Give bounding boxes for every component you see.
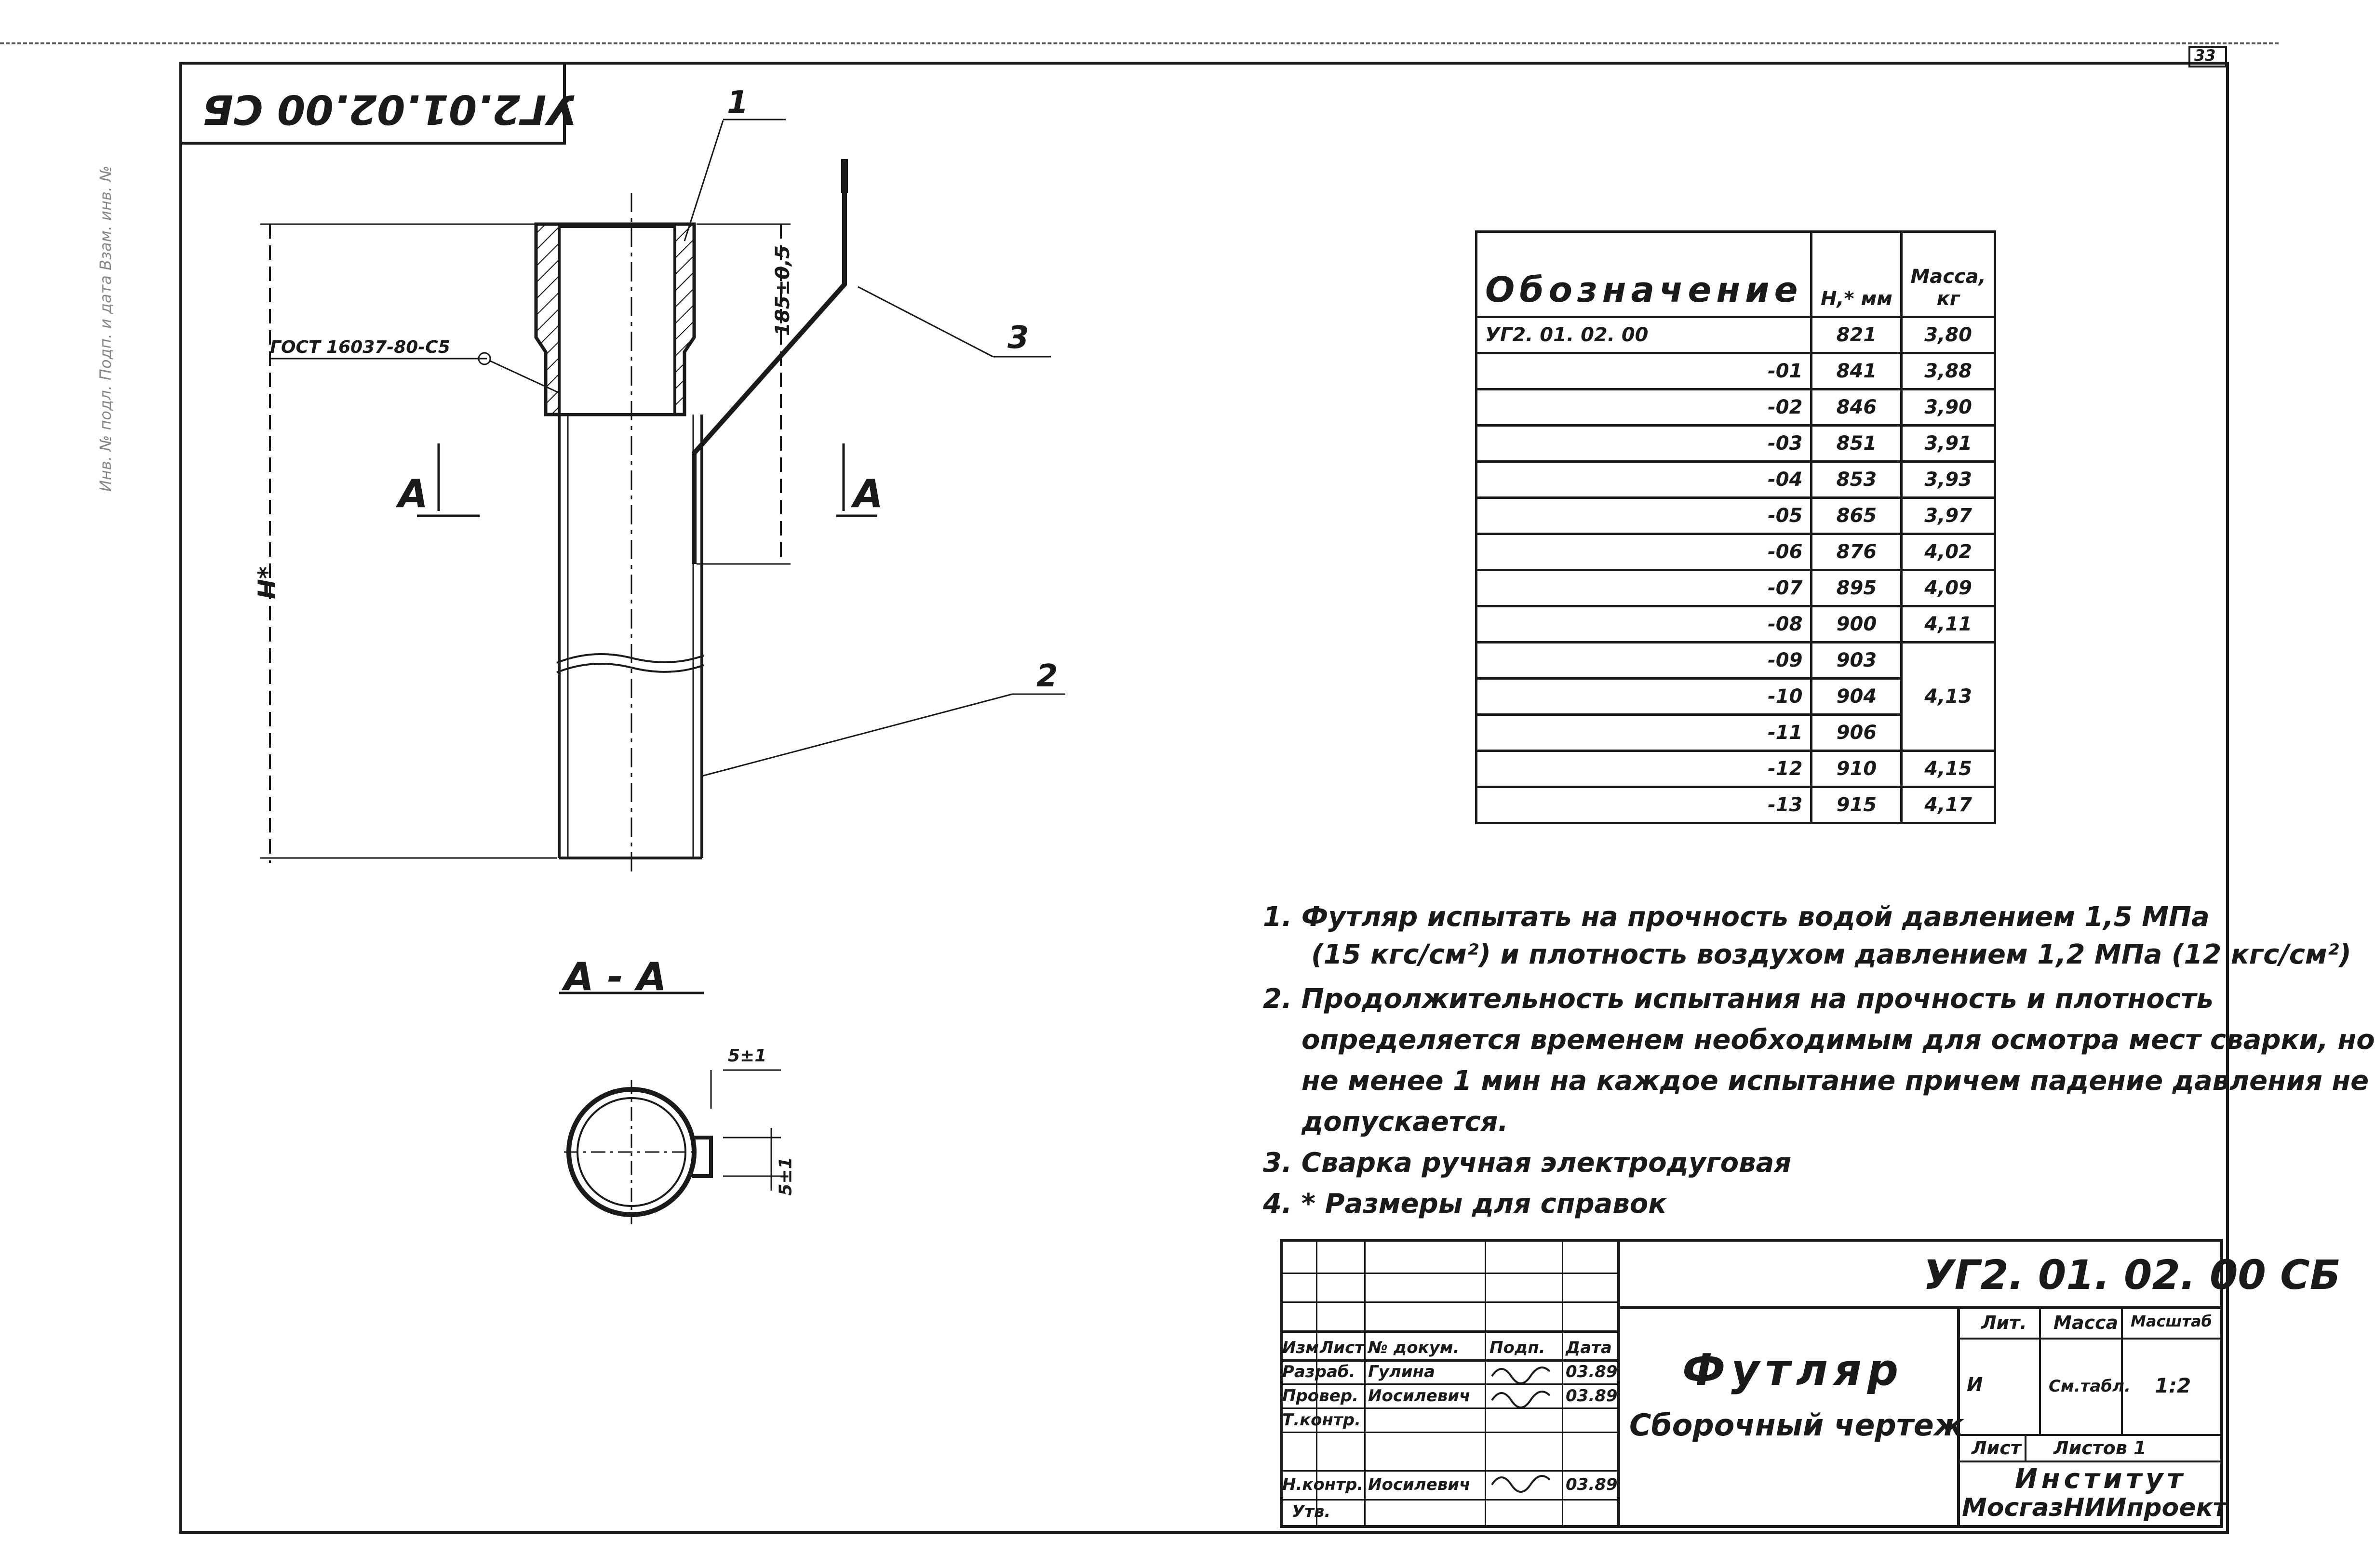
section-mark-left: А	[398, 471, 428, 516]
table-row	[1476, 353, 1995, 389]
table-row	[1476, 317, 1995, 353]
table-row	[1476, 570, 1995, 606]
tb-sep	[1957, 1338, 2223, 1340]
row-suffix: -05	[1476, 498, 1811, 534]
note-line: (15 кгс/см²) и плотность воздухом давлением 1,2 МПа (12 кгс/см²)	[1311, 939, 2351, 970]
code-stamp-top: УГ2.01.02.00 СБ	[202, 86, 578, 133]
row-mass: 4,17	[1902, 787, 1995, 823]
row-suffix: -11	[1476, 715, 1811, 751]
tb-sep	[2025, 1434, 2026, 1461]
col-height: H,* мм	[1811, 232, 1902, 317]
row-suffix: -08	[1476, 606, 1811, 643]
tb-sep	[2039, 1306, 2041, 1434]
table-row	[1476, 389, 1995, 426]
section-title: А - А	[564, 954, 667, 999]
role-name: Гулина	[1368, 1362, 1435, 1381]
base-designation: УГ2. 01. 02. 00	[1476, 317, 1811, 353]
scale-label: Масштаб	[2131, 1312, 2212, 1330]
callout-2: 2	[1036, 658, 1058, 694]
callout-3: 3	[1007, 320, 1029, 356]
dim-a: 5±1	[728, 1046, 767, 1066]
row-h: 841	[1811, 353, 1902, 389]
row-suffix: -04	[1476, 462, 1811, 498]
col-mass: Масса, кг	[1902, 232, 1995, 317]
row-suffix: -12	[1476, 751, 1811, 787]
role-label: Утв.	[1292, 1502, 1331, 1521]
section-mark-right: А	[853, 471, 883, 516]
row-suffix: -01	[1476, 353, 1811, 389]
col-designation: Обозначение	[1476, 232, 1811, 317]
mass-value: См.табл.	[2049, 1377, 2131, 1396]
tb-sep	[1280, 1301, 1617, 1303]
table-row	[1476, 498, 1995, 534]
title-doc-type: Сборочный чертеж	[1629, 1407, 1964, 1443]
row-mass: 3,93	[1902, 462, 1995, 498]
note-line: 4. * Размеры для справок	[1263, 1188, 1667, 1220]
signature-marks	[1487, 1359, 1559, 1504]
role-label: Т.контр.	[1282, 1410, 1361, 1430]
row-suffix: -03	[1476, 426, 1811, 462]
callout-1: 1	[727, 85, 749, 121]
row-h: 904	[1811, 679, 1902, 715]
tb-sep	[1957, 1434, 2223, 1436]
note-line: допускается.	[1302, 1106, 1508, 1138]
lit-value: И	[1967, 1374, 1983, 1396]
row-h: 906	[1811, 715, 1902, 751]
row-mass: 3,88	[1902, 353, 1995, 389]
offset-dim-label: 185±0,5	[771, 245, 794, 336]
row-suffix: -10	[1476, 679, 1811, 715]
tb-sep	[1280, 1359, 1617, 1362]
title-name: Футляр	[1682, 1345, 1905, 1395]
tb-sep	[1280, 1273, 1617, 1274]
row-mass-merged: 4,13	[1902, 643, 1995, 751]
note-line: 1. Футляр испытать на прочность водой давлением 1,5 МПа	[1263, 901, 2210, 933]
role-label: Провер.	[1282, 1386, 1358, 1406]
role-name: Иосилевич	[1368, 1386, 1471, 1406]
role-date: 03.89	[1566, 1362, 1618, 1381]
col-header-izm: Изм	[1282, 1338, 1319, 1357]
tb-sep	[1617, 1306, 2223, 1309]
row-mass: 4,09	[1902, 570, 1995, 606]
row-h: 903	[1811, 643, 1902, 679]
note-line: 2. Продолжительность испытания на прочность и плотность	[1263, 983, 2214, 1015]
row-suffix: -09	[1476, 643, 1811, 679]
side-note: Инв. № подл. Подп. и дата Взам. инв. №	[96, 165, 115, 492]
col-header-date: Дата	[1566, 1338, 1612, 1357]
tb-sep	[1280, 1470, 1617, 1472]
row-h: 865	[1811, 498, 1902, 534]
spec-table	[1475, 230, 1996, 824]
sheet-label: Лист	[1972, 1437, 2021, 1459]
title-code: УГ2. 01. 02. 00 СБ	[1923, 1251, 2341, 1299]
role-label: Н.контр.	[1282, 1475, 1364, 1494]
tb-sep	[1280, 1407, 1617, 1409]
col-header-list: Лист	[1320, 1338, 1364, 1357]
tb-sep	[1280, 1499, 1617, 1501]
tb-sep	[1280, 1383, 1617, 1385]
row-suffix: -07	[1476, 570, 1811, 606]
row-mass: 4,02	[1902, 534, 1995, 570]
row-mass: 3,90	[1902, 389, 1995, 426]
row-h: 876	[1811, 534, 1902, 570]
tb-sep	[1617, 1239, 1620, 1528]
table-row	[1476, 787, 1995, 823]
tb-sep	[1957, 1461, 2223, 1462]
weld-label: ГОСТ 16037-80-С5	[270, 337, 450, 357]
mass-label: Масса	[2053, 1312, 2119, 1333]
col-header-sign: Подп.	[1489, 1338, 1545, 1357]
row-h: 915	[1811, 787, 1902, 823]
dim-b: 5±1	[776, 1157, 796, 1196]
row-h: 895	[1811, 570, 1902, 606]
role-label: Разраб.	[1282, 1362, 1355, 1381]
table-row	[1476, 751, 1995, 787]
row-h: 910	[1811, 751, 1902, 787]
table-row	[1476, 534, 1995, 570]
org-line2: МосгазНИИпроект	[1962, 1493, 2227, 1522]
table-row	[1476, 643, 1995, 679]
row-mass: 4,11	[1902, 606, 1995, 643]
row-h: 846	[1811, 389, 1902, 426]
row-mass: 3,80	[1902, 317, 1995, 353]
note-line: 3. Сварка ручная электродуговая	[1263, 1147, 1792, 1179]
tb-sep	[2121, 1306, 2123, 1434]
row-suffix: -13	[1476, 787, 1811, 823]
row-h: 851	[1811, 426, 1902, 462]
tb-sep	[1280, 1432, 1617, 1433]
role-name: Иосилевич	[1368, 1475, 1471, 1494]
row-mass: 4,15	[1902, 751, 1995, 787]
table-row	[1476, 426, 1995, 462]
note-line: определяется временем необходимым для осмотра мест сварки, но	[1302, 1024, 2375, 1056]
note-line: не менее 1 мин на каждое испытание причем падение давления не	[1302, 1065, 2369, 1097]
row-h: 853	[1811, 462, 1902, 498]
lit-label: Лит.	[1981, 1312, 2027, 1333]
sheets-label: Листов 1	[2053, 1437, 2147, 1459]
row-h: 821	[1811, 317, 1902, 353]
role-date: 03.89	[1566, 1386, 1618, 1406]
col-header-doc: № докум.	[1368, 1338, 1460, 1357]
spec-table-header	[1476, 232, 1995, 317]
tb-sep	[1280, 1330, 1617, 1333]
sheet-number: 33	[2194, 46, 2216, 65]
org-line1: Институт	[2015, 1463, 2187, 1495]
height-dim-label: H*	[253, 566, 281, 599]
table-row	[1476, 462, 1995, 498]
table-row	[1476, 606, 1995, 643]
row-suffix: -02	[1476, 389, 1811, 426]
scale-value: 1:2	[2155, 1374, 2191, 1397]
row-mass: 3,91	[1902, 426, 1995, 462]
row-suffix: -06	[1476, 534, 1811, 570]
role-date: 03.89	[1566, 1475, 1618, 1494]
row-mass: 3,97	[1902, 498, 1995, 534]
row-h: 900	[1811, 606, 1902, 643]
